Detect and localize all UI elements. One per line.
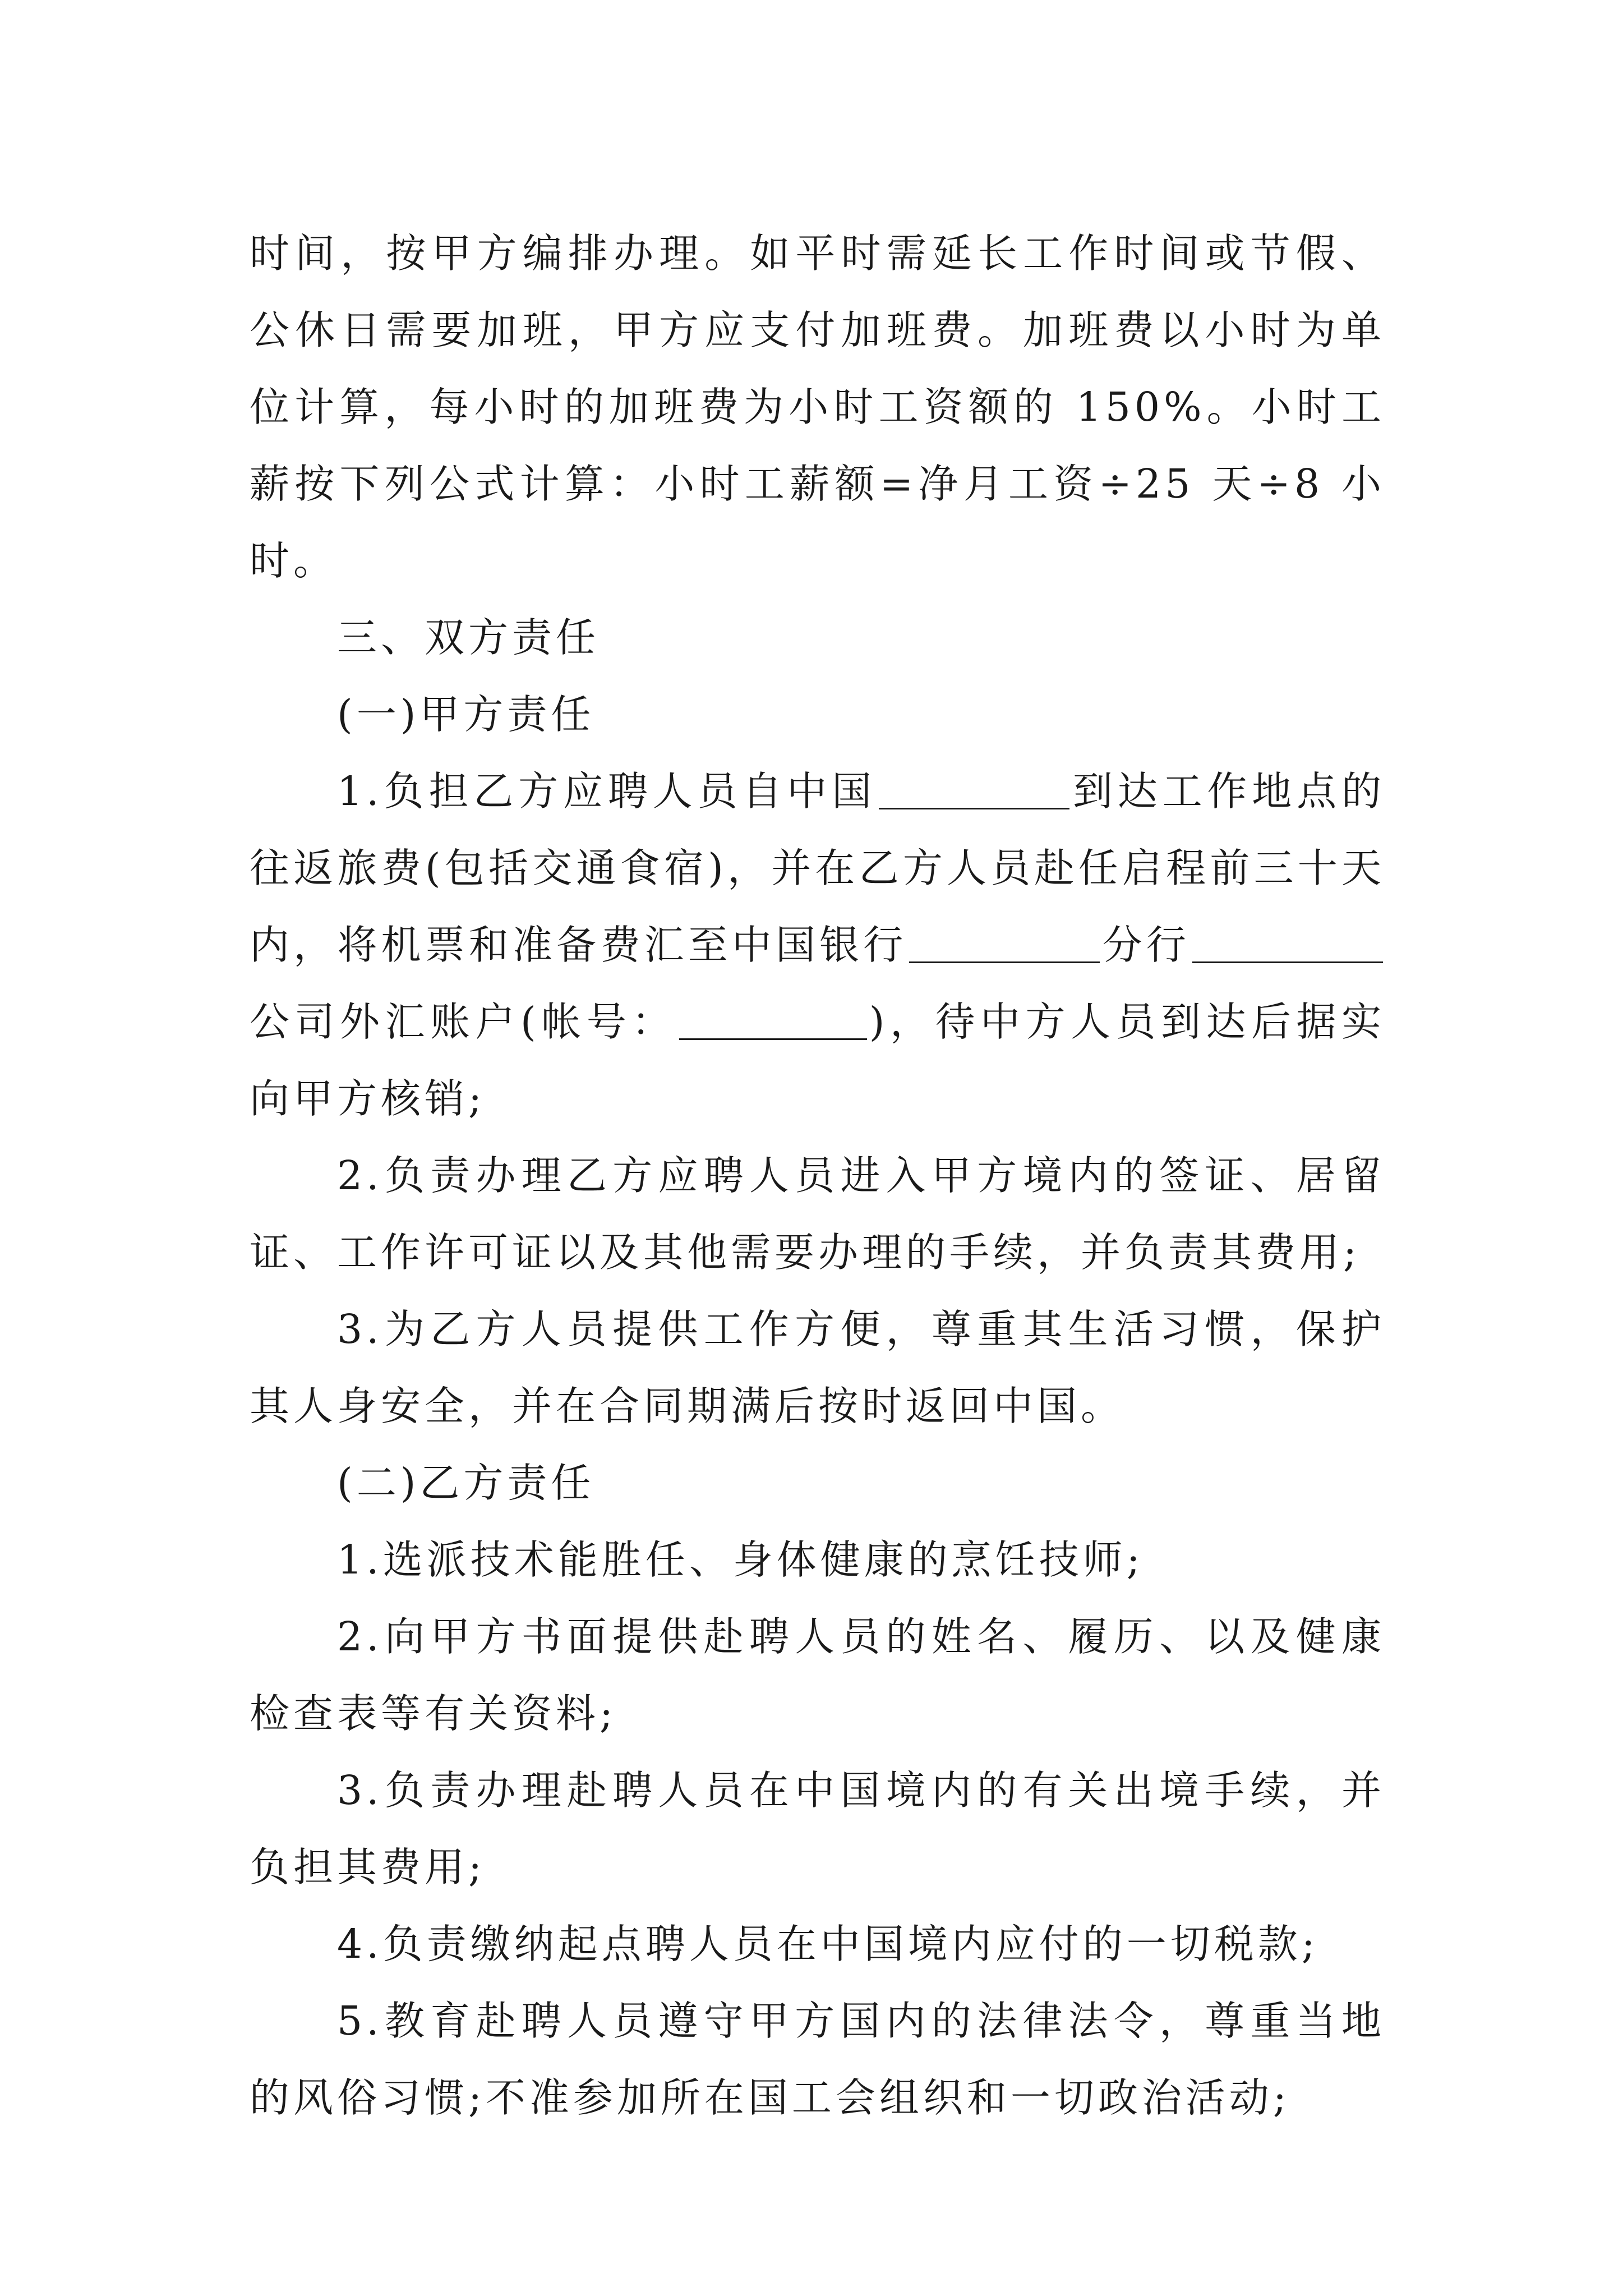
party-b-item-4: 4.负责缴纳起点聘人员在中国境内应付的一切税款; [337, 1921, 1319, 1967]
party-a-title: (一)甲方责任 [337, 691, 595, 738]
blank-field-bank-branch [909, 922, 1100, 963]
party-a-item-2: 2.负责办理乙方应聘人员进入甲方境内的签证、居留证、工作许可证以及其他需要办理的手续，并负责其费用; [250, 1152, 1385, 1276]
text-segment: 公司外汇账户(帐号： [250, 999, 677, 1045]
paragraph-overtime: 时间，按甲方编排办理。如平时需延长工作时间或节假、公休日需要加班，甲方应支付加班费。加班费以小时为单位计算，每小时的加班费为小时工资额的 150%。小时工薪按下列公式计算：小时工薪额=净月工资÷25 天÷8 小时。 [250, 230, 1385, 584]
document-body [250, 215, 1385, 2136]
text-segment: 1.负担乙方应聘人员自中国 [337, 768, 877, 815]
party-b-item-2: 2.向甲方书面提供赴聘人员的姓名、履历、以及健康检查表等有关资料; [250, 1613, 1385, 1737]
text-segment: 分行 [1102, 922, 1190, 968]
party-b-item-3: 3.负责办理赴聘人员在中国境内的有关出境手续，并负担其费用; [250, 1767, 1385, 1890]
blank-field-account-number [679, 999, 867, 1040]
text-segment: )，待中方人员到达后据实向甲方核销; [250, 999, 1386, 1122]
section-title-responsibilities: 三、双方责任 [337, 614, 600, 661]
text-segment: 到达工作地点的往返旅费(包括交通食宿)，并在乙方人员赴任启程前三十天内，将机票和准备费汇至中国银行 [250, 768, 1385, 968]
party-a-item-3: 3.为乙方人员提供工作方便，尊重其生活习惯，保护其人身安全，并在合同期满后按时返回中国。 [250, 1306, 1385, 1429]
party-a-item-1 [250, 753, 1385, 1137]
party-b-title: (二)乙方责任 [337, 1460, 595, 1506]
party-b-item-5: 5.教育赴聘人员遵守甲方国内的法律法令，尊重当地的风俗习惯;不准参加所在国工会组织和一切政治活动; [250, 1998, 1385, 2121]
blank-field-company [1192, 922, 1383, 963]
party-b-item-1: 1.选派技术能胜任、身体健康的烹饪技师; [337, 1536, 1144, 1583]
blank-field-departure-city [879, 768, 1069, 809]
